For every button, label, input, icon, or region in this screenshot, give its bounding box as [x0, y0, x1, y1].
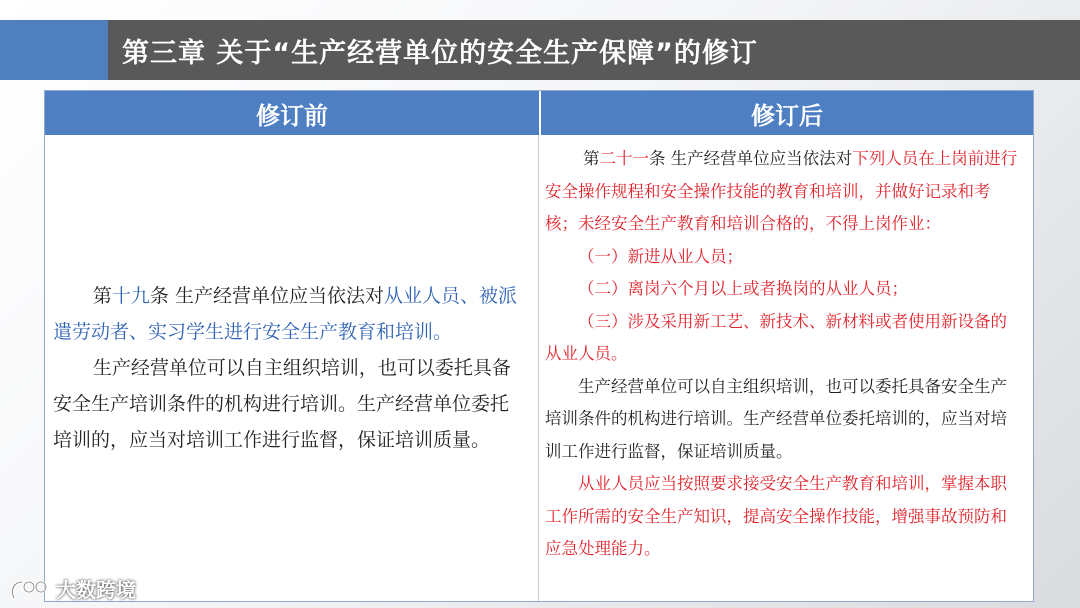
- watermark-text: 大数跨境: [56, 578, 136, 602]
- watermark-logo-icon: [8, 576, 52, 602]
- title-bar: [0, 20, 1080, 80]
- page-title: 第三章 关于“生产经营单位的安全生产保障”的修订: [122, 37, 758, 69]
- after-list-item: （一）新进从业人员；: [578, 246, 743, 266]
- table-header-row: [45, 91, 1033, 135]
- after-list-item: （三）涉及采用新工艺、新技术、新材料或者使用新设备的从业人员。: [545, 311, 1007, 363]
- before-article-number: 十九: [111, 285, 150, 307]
- after-training-paragraph: 生产经营单位可以自主组织培训，也可以委托具备安全生产培训条件的机构进行培训。生产经营单位委托培训的，应当对培训工作进行监督，保证培训质量。: [545, 376, 1007, 461]
- watermark: [8, 574, 136, 603]
- after-article-number: 二十一: [599, 149, 649, 168]
- before-article-highlight: 从业人员、被派遣劳动者、实习学生进行安全生产教育和培训。: [53, 285, 517, 343]
- after-list-item: （二）离岗六个月以上或者换岗的从业人员；: [578, 279, 908, 298]
- after-article-highlight: 下列人员在上岗前进行安全操作规程和安全操作技能的教育和培训，并做好记录和考核；未经安全生产教育和培训合格的，不得上岗作业：: [545, 149, 1018, 233]
- before-training-paragraph: 生产经营单位可以自主组织培训，也可以委托具备安全生产培训条件的机构进行培训。生产经营单位委托培训的，应当对培训工作进行监督，保证培训质量。: [53, 357, 511, 451]
- after-employee-paragraph: 从业人员应当按照要求接受安全生产教育和培训，掌握本职工作所需的安全生产知识，提高安全操作技能，增强事故预防和应急处理能力。: [545, 474, 1007, 558]
- table-body-row: [45, 135, 1033, 601]
- comparison-table: [44, 90, 1034, 602]
- title-accent-block: [0, 20, 108, 80]
- title-background: [108, 20, 1080, 80]
- cell-before: [45, 135, 539, 601]
- after-article-paragraph: [545, 143, 1023, 241]
- after-article-lead: 条 生产经营单位应当依法对: [648, 149, 853, 168]
- before-article-paragraph: [53, 278, 526, 350]
- after-article-prefix: 第: [582, 149, 600, 168]
- before-article-lead: 条 生产经营单位应当依法对: [149, 285, 384, 307]
- header-before: 修订前: [45, 91, 541, 135]
- before-article-prefix: 第: [92, 285, 112, 307]
- header-after: 修订后: [541, 91, 1033, 135]
- cell-after: [539, 135, 1033, 601]
